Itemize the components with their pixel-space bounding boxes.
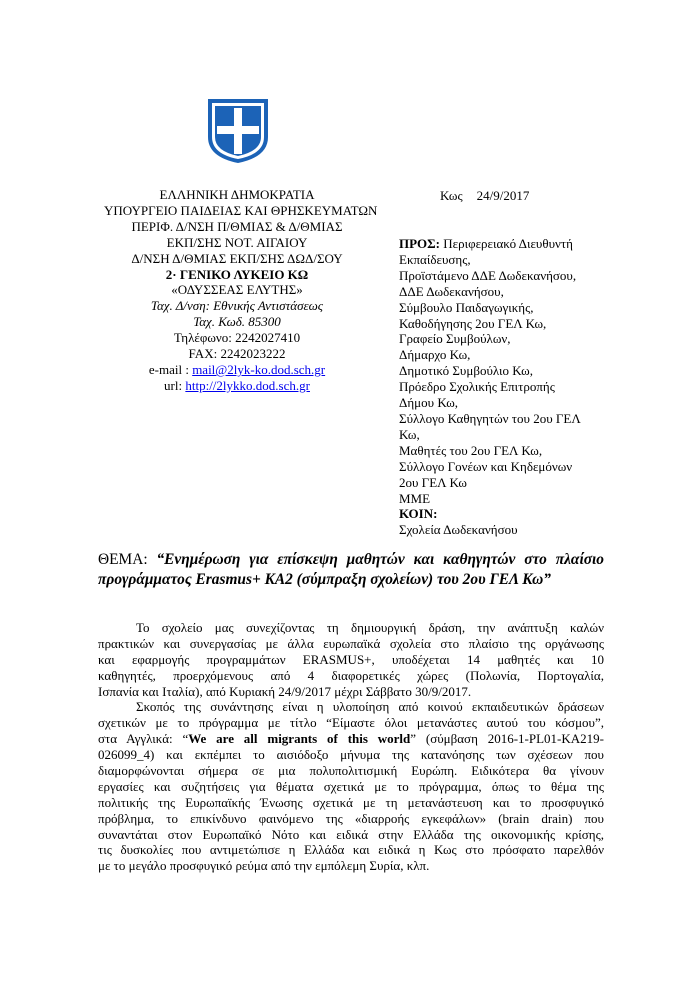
school-url-row (104, 378, 370, 394)
school-name: 2· ΓΕΝΙΚΟ ΛΥΚΕΙΟ ΚΩ (165, 266, 309, 282)
body-line: με το μεγάλο προσφυγικό ρεύμα από την εμπόλεμη Συρία, κλπ. (98, 858, 430, 874)
school-postal-code: Ταχ. Κωδ. 85300 (193, 314, 281, 330)
body-line: πρόβλημα, το επικίνδυνο φαινόμενο της «διαρροής εγκεφάλων» (brain drain) που (98, 810, 604, 826)
sender-block (104, 187, 378, 394)
school-email-row (104, 362, 370, 378)
recipient-line: Δήμαρχο Κω, (399, 347, 471, 363)
sender-line: Δ/ΝΣΗ Δ/ΘΜΙΑΣ ΕΚΠ/ΣΗΣ ΔΩΔ/ΣΟΥ (131, 250, 343, 266)
body-line: εργασίες και συζητήσεις για θέματα σχετικά με το πρόγραμμα, όπως το θέμα της (98, 778, 604, 794)
body-line: τις δυσκολίες που αντιμετώπισε η Ελλάδα και ειδικά η Κως στο πρόσφατο παρελθόν (98, 842, 604, 858)
to-first-line (399, 236, 603, 252)
recipient-line: Δημοτικό Συμβούλιο Κω, (399, 363, 533, 379)
recipient-line: ΔΔΕ Δωδεκανήσου, (399, 283, 504, 299)
cc-line: Σχολεία Δωδεκανήσου (399, 522, 518, 538)
email-link[interactable]: mail@2lyk-ko.dod.sch.gr (192, 361, 326, 377)
body-line: σχετικών με το πρόγραμμα με τίτλο “Είμαστε όλοι μετανάστες αυτού του κόσμου”, (98, 715, 604, 731)
project-title-english: We are all migrants of this world (188, 731, 411, 747)
school-phone: Τηλέφωνο: 2242027410 (173, 330, 301, 346)
subject-heading (98, 550, 604, 590)
school-fax: FAX: 2242023222 (188, 346, 286, 362)
recipient-line: Κω, (399, 426, 420, 442)
date-value: 24/9/2017 (476, 188, 530, 203)
subject-text: “Ενημέρωση για επίσκεψη μαθητών και καθηγητών στο πλαίσιο προγράμματος Erasmus+ ΚΑ2 (σύμπραξη σχολείων) του 2ου ΓΕΛ Κω” (98, 551, 604, 588)
email-label: e-mail : (148, 361, 193, 377)
body-line: διαμορφώνονται σήμερα σε μια πολυπολιτισμική Ευρώπη. Ειδικότερα θα γίνουν (98, 763, 604, 779)
letter-body (98, 620, 604, 874)
recipient-line: ΜΜΕ (399, 490, 431, 506)
recipient-line: Πρόεδρο Σχολικής Επιτροπής (399, 379, 555, 395)
recipient-line: Καθοδήγησης 2ου ΓΕΛ Κω, (399, 315, 547, 331)
school-address: Ταχ. Δ/νση: Εθνικής Αντιστάσεως (150, 298, 324, 314)
body-text: στα Αγγλικά: “ (98, 731, 189, 747)
recipient-line: Εκπαίδευσης, (399, 251, 471, 267)
recipient-line: Σύλλογο Γονέων και Κηδεμόνων (399, 458, 573, 474)
cc-label: ΚΟΙΝ: (399, 506, 438, 522)
sender-line: ΠΕΡΙΦ. Δ/ΝΣΗ Π/ΘΜΙΑΣ & Δ/ΘΜΙΑΣ (131, 218, 343, 234)
body-line-with-title (98, 731, 604, 747)
recipient-line: Σύλλογο Καθηγητών του 2ου ΓΕΛ (399, 410, 581, 426)
to-label: ΠΡΟΣ: (399, 236, 440, 251)
body-line: Σκοπός της συνάντησης είναι η υλοποίηση από κοινού εκπαιδευτικών δράσεων (136, 699, 604, 715)
date-place: Κως (440, 188, 463, 203)
school-subtitle: «ΟΔΥΣΣΕΑΣ ΕΛΥΤΗΣ» (171, 282, 303, 298)
letter-date (440, 188, 529, 204)
recipient-line: Περιφερειακό Διευθυντή (440, 236, 573, 251)
recipient-line: Μαθητές του 2ου ΓΕΛ Κω, (399, 442, 543, 458)
url-label: url: (164, 377, 186, 393)
body-text: ” (σύμβαση 2016-1-PL01-KA219- (410, 731, 604, 747)
body-line: Ισπανία και Ιταλία), από Κυριακή 24/9/2017 μέχρι Σάββατο 30/9/2017. (98, 683, 472, 699)
body-line: Το σχολείο μας συνεχίζοντας τη δημιουργική δράση, την ανάπτυξη καλών (136, 620, 604, 635)
sender-line: ΥΠΟΥΡΓΕΙΟ ΠΑΙΔΕΙΑΣ ΚΑΙ ΘΡΗΣΚΕΥΜΑΤΩΝ (104, 202, 378, 218)
body-line: 026099_4) και εκπέμπει το αισιόδοξο μήνυμα της κατανόησης των σχέσεων που (98, 747, 604, 763)
recipient-line: Δήμου Κω, (399, 395, 459, 411)
body-line: και εφαρμογής προγραμμάτων ERASMUS+, υποδέχεται 14 μαθητές και 10 (98, 651, 604, 667)
recipients-block (399, 236, 603, 538)
recipient-line: Σύμβουλο Παιδαγωγικής, (399, 299, 534, 315)
recipient-line: Προϊστάμενο ΔΔΕ Δωδεκανήσου, (399, 267, 577, 283)
body-line: πολιτικής της Ευρωπαϊκής Ένωσης σχετικά με τη μετανάστευση και το προσφυγικό (98, 794, 604, 810)
body-line: συναντάται στον Ευρωπαϊκό Νότο και ειδικά στην Ελλάδα της οικονομικής κρίσης, (98, 826, 604, 842)
body-line: πρακτικών και συνεργασίας με άλλα ευρωπαϊκά σχολεία στο πλαίσιο της οργάνωσης (98, 635, 604, 651)
url-link[interactable]: http://2lykko.dod.sch.gr (185, 377, 310, 393)
sender-line: ΕΛΛΗΝΙΚΗ ΔΗΜΟΚΡΑΤΙΑ (159, 187, 315, 202)
greek-coat-of-arms-icon (205, 95, 271, 165)
recipient-line: 2ου ΓΕΛ Κω (399, 474, 467, 490)
subject-label: ΘΕΜΑ: (98, 551, 157, 568)
body-line: καθηγητές, προερχόμενους από 4 διαφορετικές χώρες (Πολωνία, Πορτογαλία, (98, 667, 604, 683)
recipient-line: Γραφείο Συμβούλων, (399, 331, 511, 347)
sender-line: ΕΚΠ/ΣΗΣ ΝΟΤ. ΑΙΓΑΙΟΥ (166, 234, 308, 250)
